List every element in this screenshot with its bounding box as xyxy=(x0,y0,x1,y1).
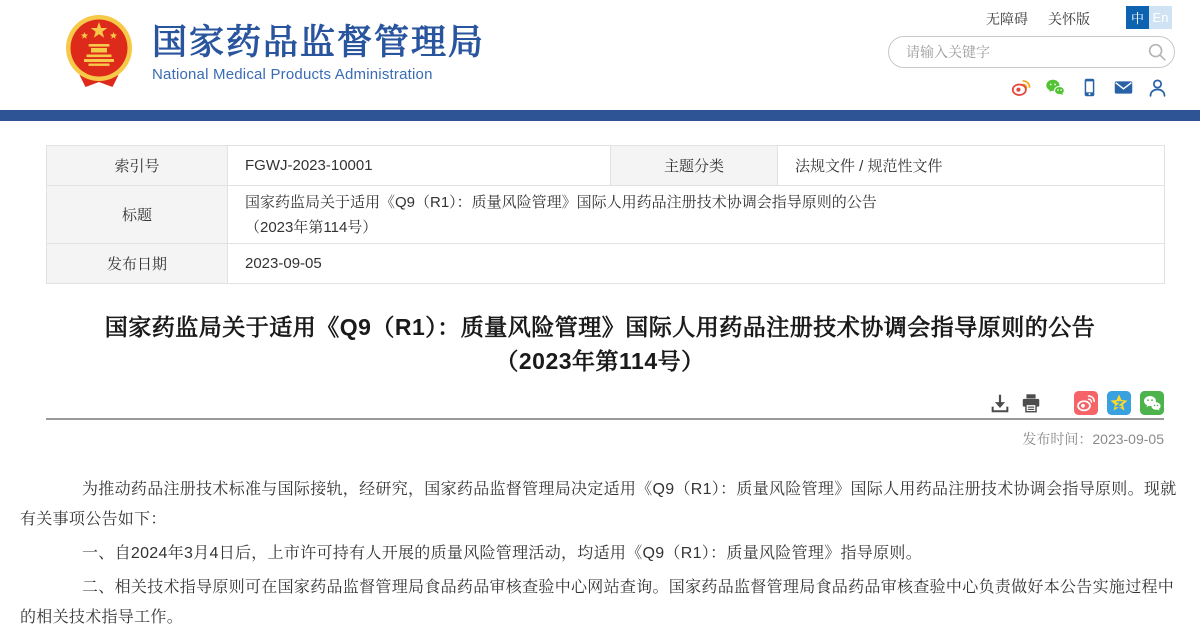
care-version-link[interactable]: 关怀版 xyxy=(1048,11,1090,27)
table-row xyxy=(47,186,1165,244)
wechat-icon[interactable] xyxy=(1045,77,1066,98)
paragraph: 为推动药品注册技术标准与国际接轨，经研究，国家药品监督管理局决定适用《Q9（R1）：质量风险管理》国际人用药品注册技术协调会指导原则。现就有关事项公告如下： xyxy=(20,481,1177,528)
title-label: 标题 xyxy=(47,186,228,244)
title-value xyxy=(228,186,1165,244)
table-row xyxy=(47,146,1165,186)
title-value-line1: 国家药监局关于适用《Q9（R1）：质量风险管理》国际人用药品注册技术协调会指导原则的公告 xyxy=(245,193,877,211)
language-switch xyxy=(1126,6,1172,29)
header-social-icons xyxy=(1011,77,1168,98)
paragraph: 二、相关技术指导原则可在国家药品监督管理局食品药品审核查验中心网站查询。国家药品监督管理局食品药品审核查验中心负责做好本公告实施过程中的相关技术指导工作。 xyxy=(20,579,1175,626)
national-emblem-icon xyxy=(60,13,138,93)
top-utility-links xyxy=(986,9,1090,29)
user-icon[interactable] xyxy=(1147,77,1168,98)
document-toolbar xyxy=(46,391,1164,415)
page-title-line2: （2023年第114号） xyxy=(495,348,705,374)
paragraph: 一、自2024年3月4日后，上市许可持有人开展的质量风险管理活动，均适用《Q9（R1）：质量风险管理》指导原则。 xyxy=(82,545,922,562)
category-label: 主题分类 xyxy=(611,146,778,186)
page-title xyxy=(0,310,1200,378)
wechat-share-icon[interactable] xyxy=(1140,391,1164,415)
header-divider-bar xyxy=(0,110,1200,121)
search-icon xyxy=(1146,41,1168,63)
qzone-share-icon[interactable] xyxy=(1107,391,1131,415)
category-value: 法规文件 / 规范性文件 xyxy=(778,146,1165,186)
mail-icon[interactable] xyxy=(1113,77,1134,98)
search-button[interactable] xyxy=(1140,37,1174,67)
document-meta-table xyxy=(46,145,1165,284)
date-label: 发布日期 xyxy=(47,244,228,284)
publish-time: 发布时间：2023-09-05 xyxy=(1022,431,1164,447)
site-title: 国家药品监督管理局 xyxy=(152,23,486,62)
lang-en-button[interactable]: En xyxy=(1149,6,1172,29)
date-value: 2023-09-05 xyxy=(228,244,1165,284)
lang-zh-button[interactable]: 中 xyxy=(1126,6,1149,29)
title-value-line2: （2023年第114号） xyxy=(245,218,378,236)
index-label: 索引号 xyxy=(47,146,228,186)
weibo-icon[interactable] xyxy=(1011,77,1032,98)
site-subtitle: National Medical Products Administration xyxy=(152,66,433,83)
search-input[interactable] xyxy=(889,44,1140,60)
download-icon[interactable] xyxy=(989,392,1011,414)
search-bar xyxy=(888,36,1175,68)
accessibility-link[interactable]: 无障碍 xyxy=(986,11,1028,27)
site-logo[interactable] xyxy=(60,13,485,93)
site-header xyxy=(0,0,1200,110)
mobile-icon[interactable] xyxy=(1079,77,1100,98)
weibo-share-icon[interactable] xyxy=(1074,391,1098,415)
index-value: FGWJ-2023-10001 xyxy=(228,146,611,186)
print-icon[interactable] xyxy=(1020,392,1042,414)
page-title-line1: 国家药监局关于适用《Q9（R1）：质量风险管理》国际人用药品注册技术协调会指导原则的公告 xyxy=(104,314,1096,340)
site-title-block xyxy=(152,23,485,83)
document-body xyxy=(20,475,1180,627)
table-row xyxy=(47,244,1165,284)
title-divider xyxy=(46,418,1164,420)
